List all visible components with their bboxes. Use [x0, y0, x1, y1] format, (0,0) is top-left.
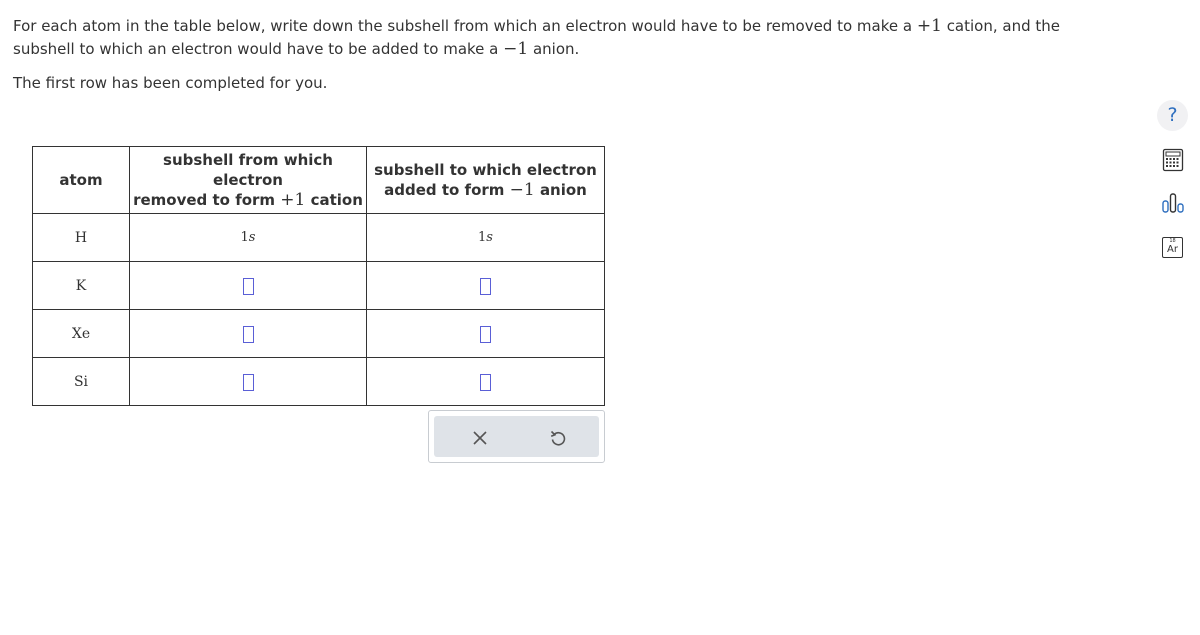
added-subshell-input[interactable]: [480, 374, 491, 391]
subshell-table: [32, 146, 605, 406]
removed-subshell-input[interactable]: [243, 374, 254, 391]
toolbar-panel: [434, 416, 599, 457]
header-added: subshell to which electron added to form −1 anion: [367, 147, 605, 214]
undo-button[interactable]: [548, 428, 568, 448]
help-button[interactable]: [1157, 100, 1188, 131]
prompt-instructions: For each atom in the table below, write down the subshell from which an electron would have to be removed to make a +1 cation, and the subshell to which an electron would have to be added to make a −1 anion.: [13, 16, 1061, 59]
header-atom: atom: [33, 147, 130, 214]
question-prompt: [13, 15, 1123, 95]
clear-button[interactable]: [470, 428, 490, 448]
added-subshell-input[interactable]: [480, 326, 491, 343]
plus-one-charge: +1: [916, 16, 942, 36]
removed-subshell-given: 1s: [130, 214, 367, 262]
table-row: [33, 262, 605, 310]
x-icon: [470, 428, 490, 448]
prompt-note: The first row has been completed for you.: [13, 74, 328, 92]
atom-cell: K: [33, 262, 130, 310]
minus-one-charge: −1: [503, 39, 529, 59]
periodic-table-icon: 18 Ar: [1162, 237, 1183, 258]
atom-cell: Si: [33, 358, 130, 406]
help-icon: ?: [1167, 104, 1178, 126]
table-row: [33, 310, 605, 358]
removed-subshell-input[interactable]: [243, 278, 254, 295]
calculator-button[interactable]: [1161, 148, 1185, 172]
table-row: [33, 358, 605, 406]
removed-subshell-input[interactable]: [243, 326, 254, 343]
data-chart-button[interactable]: [1161, 191, 1185, 215]
undo-icon: [548, 428, 568, 448]
periodic-table-button[interactable]: [1161, 236, 1185, 260]
bar-chart-icon: [1161, 191, 1185, 215]
table-header-row: [33, 147, 605, 214]
calculator-icon: [1161, 148, 1185, 172]
table-row: [33, 214, 605, 262]
added-subshell-input[interactable]: [480, 278, 491, 295]
header-removed: subshell from which electron removed to form +1 cation: [130, 147, 367, 214]
added-subshell-given: 1s: [367, 214, 605, 262]
atom-cell: Xe: [33, 310, 130, 358]
atom-cell: H: [33, 214, 130, 262]
answer-toolbar: [428, 410, 605, 463]
